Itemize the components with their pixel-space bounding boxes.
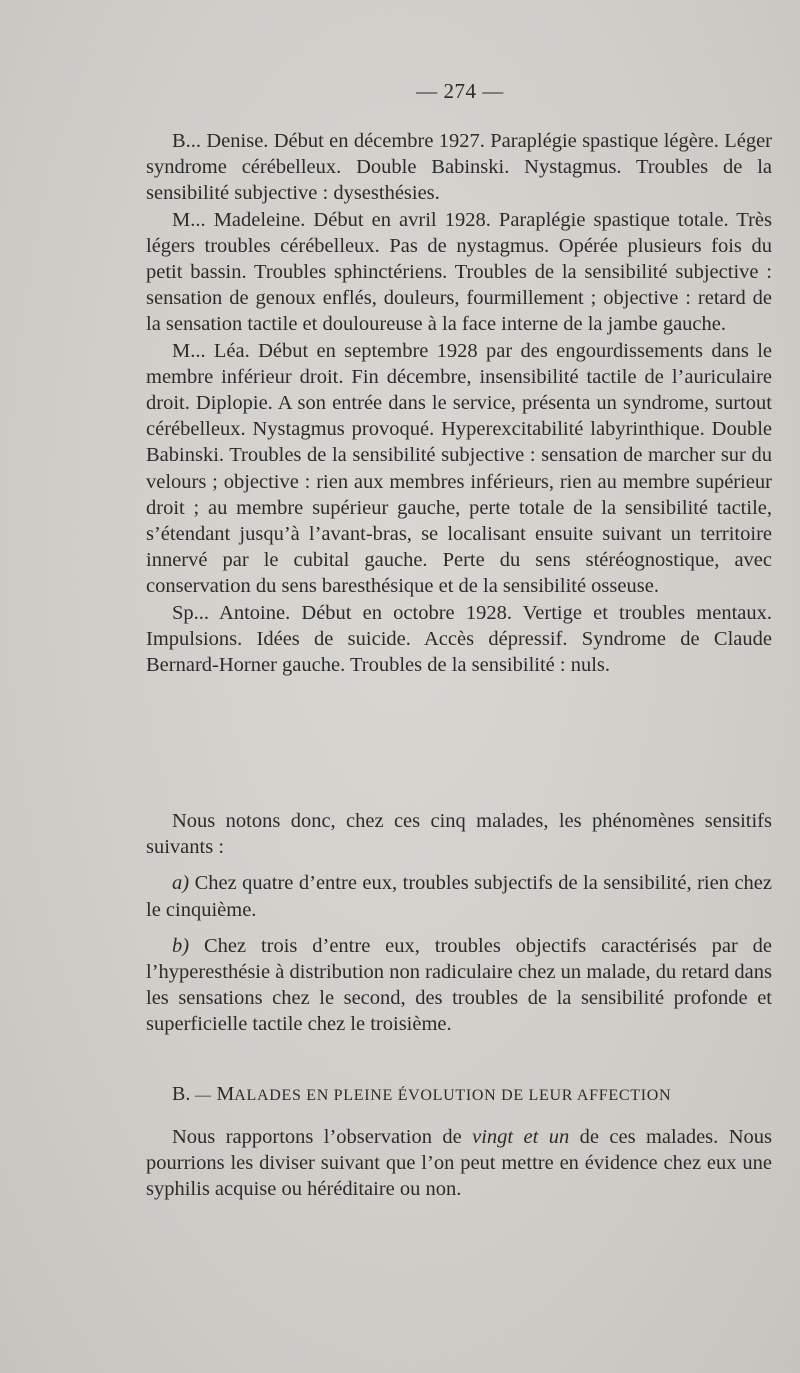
case-paragraph: M... Madeleine. Début en avril 1928. Paraplégie spastique totale. Très légers troubles cérébelleux. Pas de nystagmus. Opérée plusieurs fois du petit bassin. Troubles sphinctériens. Troubles de la sensibilité subjective : sensation de genoux enflés, douleurs, fourmillement ; objective : retard de la sensation tactile et douloureuse à la face interne de la jambe gauche. [146,208,772,336]
item-marker: a) [172,872,190,895]
intro-paragraph [146,1124,772,1203]
item-text: Chez trois d’entre eux, troubles objectifs caractérisés par de l’hyperesthésie à distribution non radiculaire chez un malade, du retard dans les sensations chez le second, des troubles de la sensibilité profonde et superficielle tactile chez le troisième. [146,934,772,1036]
item-text: Chez quatre d’entre eux, troubles subjectifs de la sensibilité, rien chez le cinquième. [146,872,772,921]
intro-text-after: de ces malades. Nous pourrions les diviser suivant que l’on peut mettre en évidence chez eux une syphilis acquise ou héréditaire ou non. [146,1126,772,1201]
section-title: ALADES EN PLEINE ÉVOLUTION DE LEUR AFFECTION [234,1087,672,1104]
intro-emphasis: vingt et un [472,1126,570,1148]
section-title-initial: M [216,1083,235,1105]
item-marker: b) [172,934,190,957]
summary-item-b [146,933,772,1038]
section-heading [172,1083,772,1106]
section-dash: — [190,1087,217,1104]
section-letter: B. [172,1083,191,1105]
summary-intro: Nous notons donc, chez ces cinq malades, les phénomènes sensitifs suivants : [146,810,772,859]
case-paragraph: M... Léa. Début en septembre 1928 par des engourdissements dans le membre inférieur droit. Fin décembre, insensibilité tactile de l’auriculaire droit. Diplopie. A son entrée dans le service, présenta un syndrome, surtout cérébelleux. Nystagmus provoqué. Hyperexcitabilité labyrinthique. Double Babinski. Troubles de la sensibilité subjective : sensation de marcher sur du velours ; objective : rien aux membres inférieurs, rien au membre supérieur droit ; au membre supérieur gauche, perte totale de la sensibilité tactile, s’étendant jusqu’à l’avant-bras, se localisant ensuite suivant un territoire innervé par le cubital gauche. Perte du sens stéréognostique, avec conservation du sens baresthésique et de la sensibilité osseuse. [146,339,772,598]
page-number: — 274 — [416,79,504,103]
case-paragraph: B... Denise. Début en décembre 1927. Paraplégie spastique légère. Léger syndrome cérébelleux. Double Babinski. Nystagmus. Troubles de la sensibilité subjective : dysesthésies. [146,130,772,205]
intro-text-before: Nous rapportons l’observation de [172,1126,473,1148]
summary-section [146,808,772,1038]
summary-item-a [146,870,772,922]
intro-section [146,1124,772,1203]
case-paragraph: Sp... Antoine. Début en octobre 1928. Vertige et troubles mentaux. Impulsions. Idées de suicide. Accès dépressif. Syndrome de Claude Bernard-Horner gauche. Troubles de la sensibilité : nuls. [146,601,772,677]
case-list [146,128,772,678]
